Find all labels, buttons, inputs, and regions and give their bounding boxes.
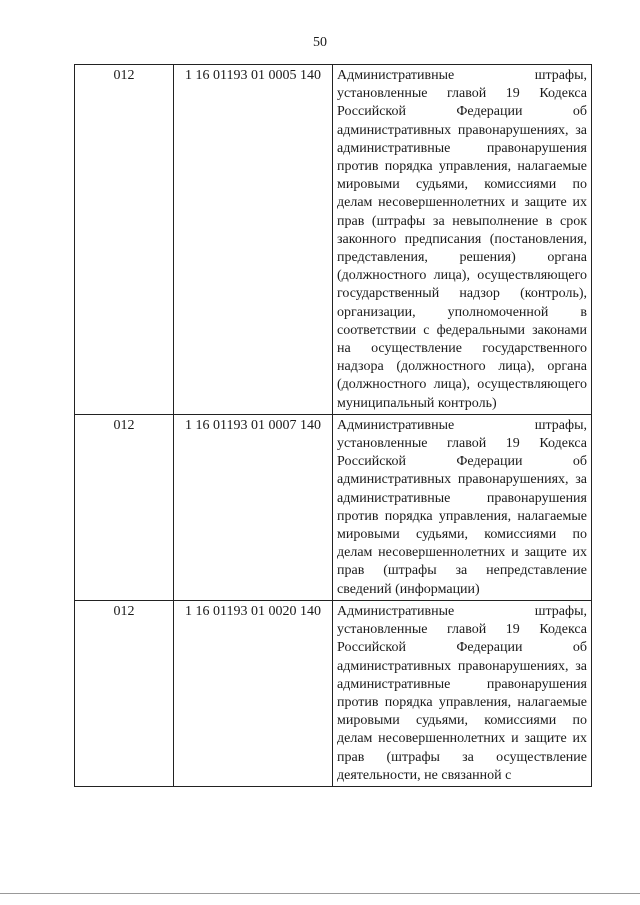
table-row (75, 65, 592, 415)
kbk-code-cell: 1 16 01193 01 0020 140 (174, 600, 333, 786)
description-cell: Административные штрафы, установленные главой 19 Кодекса Российской Федерации об административных правонарушениях, за административные правонарушения против порядка управления, налагаемые мировыми судьями, комиссиями по делам несовершеннолетних и защите их прав (штрафы за осуществление деятельности, не связанной с (333, 600, 592, 786)
admin-code-cell: 012 (75, 414, 174, 600)
page-bottom-edge (0, 893, 640, 894)
kbk-code-cell: 1 16 01193 01 0005 140 (174, 65, 333, 415)
table-row (75, 414, 592, 600)
admin-code-cell: 012 (75, 600, 174, 786)
description-cell: Административные штрафы, установленные главой 19 Кодекса Российской Федерации об административных правонарушениях, за административные правонарушения против порядка управления, налагаемые мировыми судьями, комиссиями по делам несовершеннолетних и защите их прав (штрафы за непредставление сведений (информации) (333, 414, 592, 600)
admin-code-cell: 012 (75, 65, 174, 415)
page-number: 50 (313, 35, 327, 50)
kbk-code-cell: 1 16 01193 01 0007 140 (174, 414, 333, 600)
table-row (75, 600, 592, 786)
description-cell: Административные штрафы, установленные главой 19 Кодекса Российской Федерации об административных правонарушениях, за административные правонарушения против порядка управления, налагаемые мировыми судьями, комиссиями по делам несовершеннолетних и защите их прав (штрафы за невыполнение в срок законного предписания (постановления, представления, решения) органа (должностного лица), осуществляющего государственный надзор (контроль), организации, уполномоченной в соответствии с федеральными законами на осуществление государственного надзора (должностного лица), органа (должностного лица), осуществляющего муниципальный контроль) (333, 65, 592, 415)
budget-classification-table (74, 64, 592, 787)
